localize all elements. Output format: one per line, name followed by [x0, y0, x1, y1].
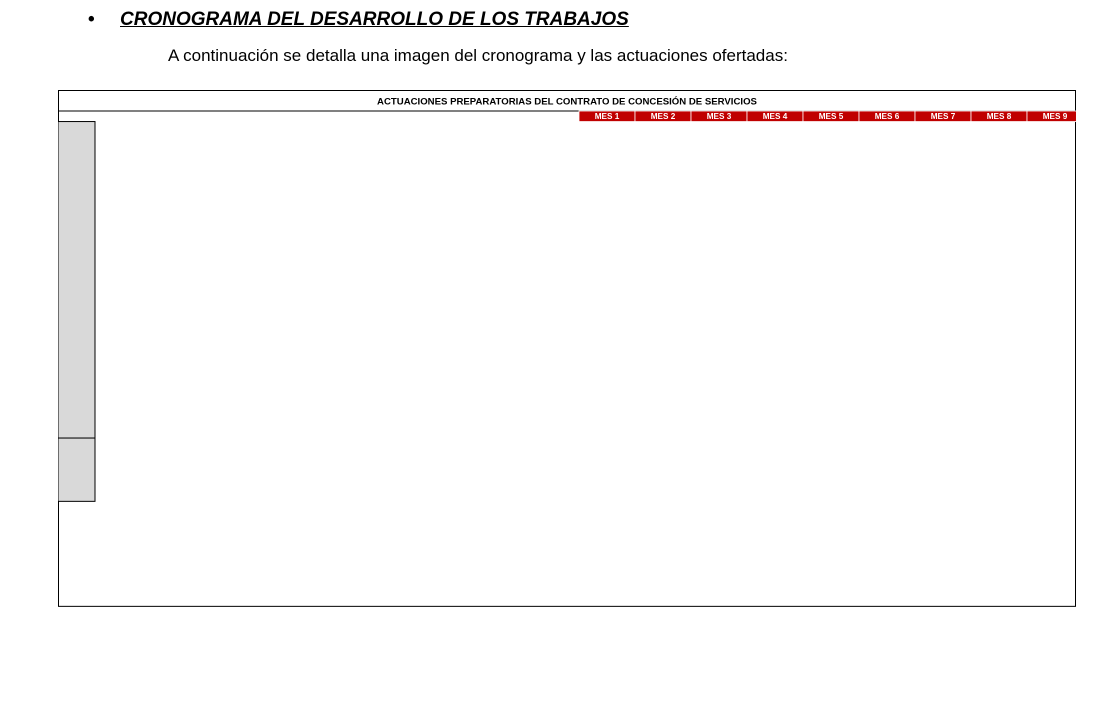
month-label: MES 9 — [1042, 112, 1068, 122]
month-label: MES 3 — [706, 112, 732, 122]
schedule-table — [58, 90, 1076, 712]
gantt-grid — [58, 90, 1076, 712]
month-label: MES 5 — [818, 112, 844, 122]
heading-title: CRONOGRAMA DEL DESARROLLO DE LOS TRABAJOS — [120, 9, 629, 30]
phase-cell — [58, 438, 95, 501]
month-label: MES 1 — [594, 112, 620, 122]
bullet: • — [88, 9, 95, 30]
section-heading — [88, 9, 629, 31]
table-border — [59, 91, 1076, 607]
intro-text: A continuación se detalla una imagen del cronograma y las actuaciones ofertadas: — [168, 46, 788, 65]
table-title: ACTUACIONES PREPARATORIAS DEL CONTRATO DE CONCESIÓN DE SERVICIOS — [377, 96, 757, 108]
month-label: MES 8 — [986, 112, 1012, 122]
month-label: MES 4 — [762, 112, 788, 122]
month-label: MES 7 — [930, 112, 956, 122]
month-label: MES 2 — [650, 112, 676, 122]
month-label: MES 6 — [874, 112, 900, 122]
phase-cell — [58, 122, 95, 439]
